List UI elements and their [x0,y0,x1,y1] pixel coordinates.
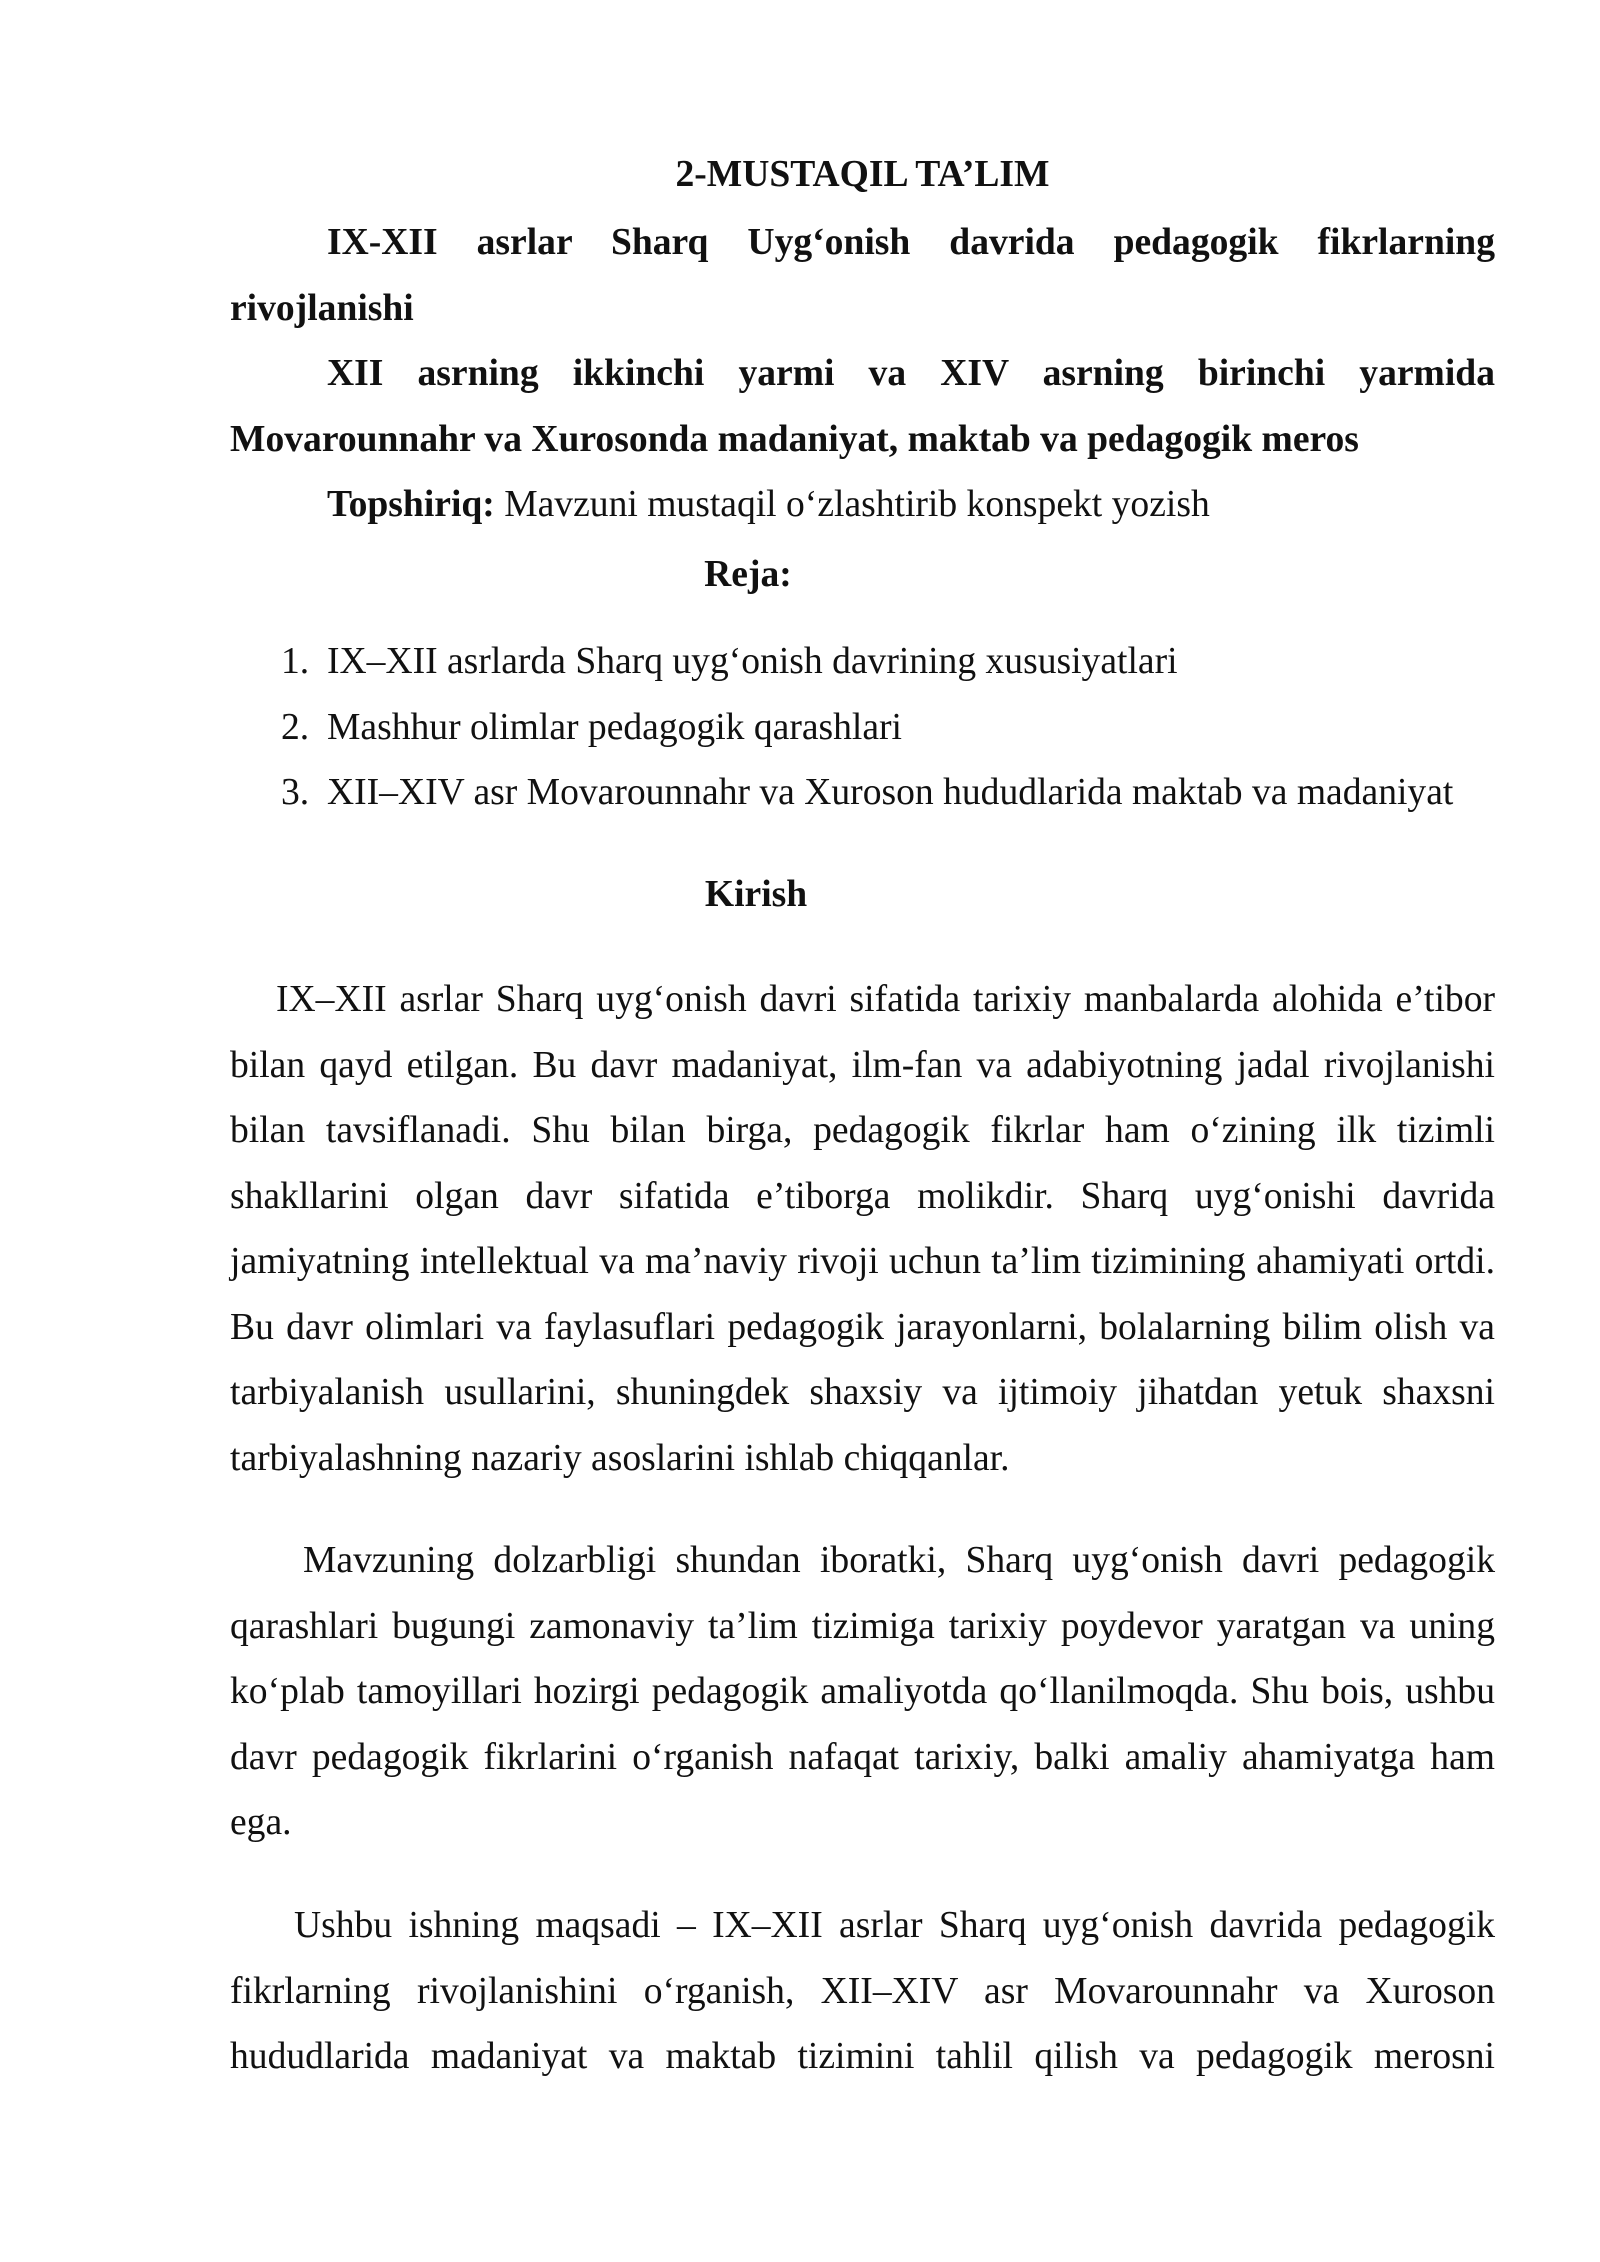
document-title: 2-MUSTAQIL TA’LIM [675,154,1050,195]
topic-heading-2 [230,341,1495,472]
paragraph-line: shakllarini olgan davr sifatida e’tiborga molikdir. Sharq uyg‘onishi davrida [230,1175,1495,1217]
paragraph-line: tarbiyalashning nazariy asoslarini ishlab chiqqanlar. [230,1437,1010,1479]
topic-heading-1-line-2: rivojlanishi [230,287,414,329]
topic-heading-2-line-1: XII asrning ikkinchi yarmi va XIV asrning birinchi yarmida [327,353,1495,394]
plan-list-item [230,760,1495,826]
task-text: Mavzuni mustaqil o‘zlashtirib konspekt yozish [504,484,1210,525]
paragraph-line: davr pedagogik fikrlarini o‘rganish nafaqat tarixiy, balki amaliy ahamiyatga ham [230,1736,1495,1778]
plan-list-item [230,629,1495,695]
paragraph-line: bilan tavsiflanadi. Shu bilan birga, pedagogik fikrlar ham o‘zining ilk tizimli [230,1110,1495,1151]
task-label: Topshiriq: [327,484,495,525]
paragraph-line: Mavzuning dolzarbligi shundan iboratki, Sharq uyg‘onish davri pedagogik [303,1540,1495,1581]
plan-list [230,629,1495,826]
paragraph-line: IX–XII asrlar Sharq uyg‘onish davri sifatida tarixiy manbalarda alohida e’tibor [276,979,1495,1020]
plan-heading: Reja: [704,554,792,595]
paragraph-line: qarashlari bugungi zamonaviy ta’lim tizimiga tarixiy poydevor yaratgan va uning [230,1605,1495,1647]
paragraph-line: jamiyatning intellektual va ma’naviy rivoji uchun ta’lim tizimining ahamiyati ortdi. [230,1241,1495,1282]
introduction-paragraph-1 [230,967,1495,1491]
topic-heading-2-line-2: Movarounnahr va Xurosonda madaniyat, maktab va pedagogik meros [230,418,1359,460]
paragraph-line: Ushbu ishning maqsadi – IX–XII asrlar Sharq uyg‘onish davrida pedagogik [294,1905,1495,1946]
paragraph-line: fikrlarning rivojlanishini o‘rganish, XII–XIV asr Movarounnahr va Xuroson [230,1970,1495,2012]
paragraph-line: bilan qayd etilgan. Bu davr madaniyat, ilm-fan va adabiyotning jadal rivojlanishi [230,1044,1495,1086]
plan-item-text: IX–XII asrlarda Sharq uyg‘onish davrining xususiyatlari [327,641,1178,682]
introduction-paragraph-3 [230,1893,1495,2090]
plan-item-number: 1. [281,641,310,682]
introduction-heading: Kirish [704,874,808,915]
plan-item-text: XII–XIV asr Movarounnahr va Xuroson hududlarida maktab va madaniyat [327,772,1454,813]
topic-heading-1-line-1: IX-XII asrlar Sharq Uyg‘onish davrida pedagogik fikrlarning [327,222,1495,263]
paragraph-line: hududlarida madaniyat va maktab tizimini tahlil qilish va pedagogik merosni [230,2036,1495,2077]
paragraph-line: ega. [230,1802,292,1843]
plan-item-text: Mashhur olimlar pedagogik qarashlari [327,706,902,748]
introduction-paragraph-2 [230,1528,1495,1856]
plan-list-item [230,695,1495,761]
paragraph-line: Bu davr olimlari va faylasuflari pedagogik jarayonlarni, bolalarning bilim olish va [230,1306,1495,1348]
paragraph-line: ko‘plab tamoyillari hozirgi pedagogik amaliyotda qo‘llanilmoqda. Shu bois, ushbu [230,1671,1495,1712]
task-line [230,472,1495,538]
paragraph-line: tarbiyalanish usullarini, shuningdek shaxsiy va ijtimoiy jihatdan yetuk shaxsni [230,1372,1495,1413]
plan-item-number: 2. [281,706,310,748]
plan-item-number: 3. [281,772,310,813]
topic-heading-1 [230,210,1495,341]
